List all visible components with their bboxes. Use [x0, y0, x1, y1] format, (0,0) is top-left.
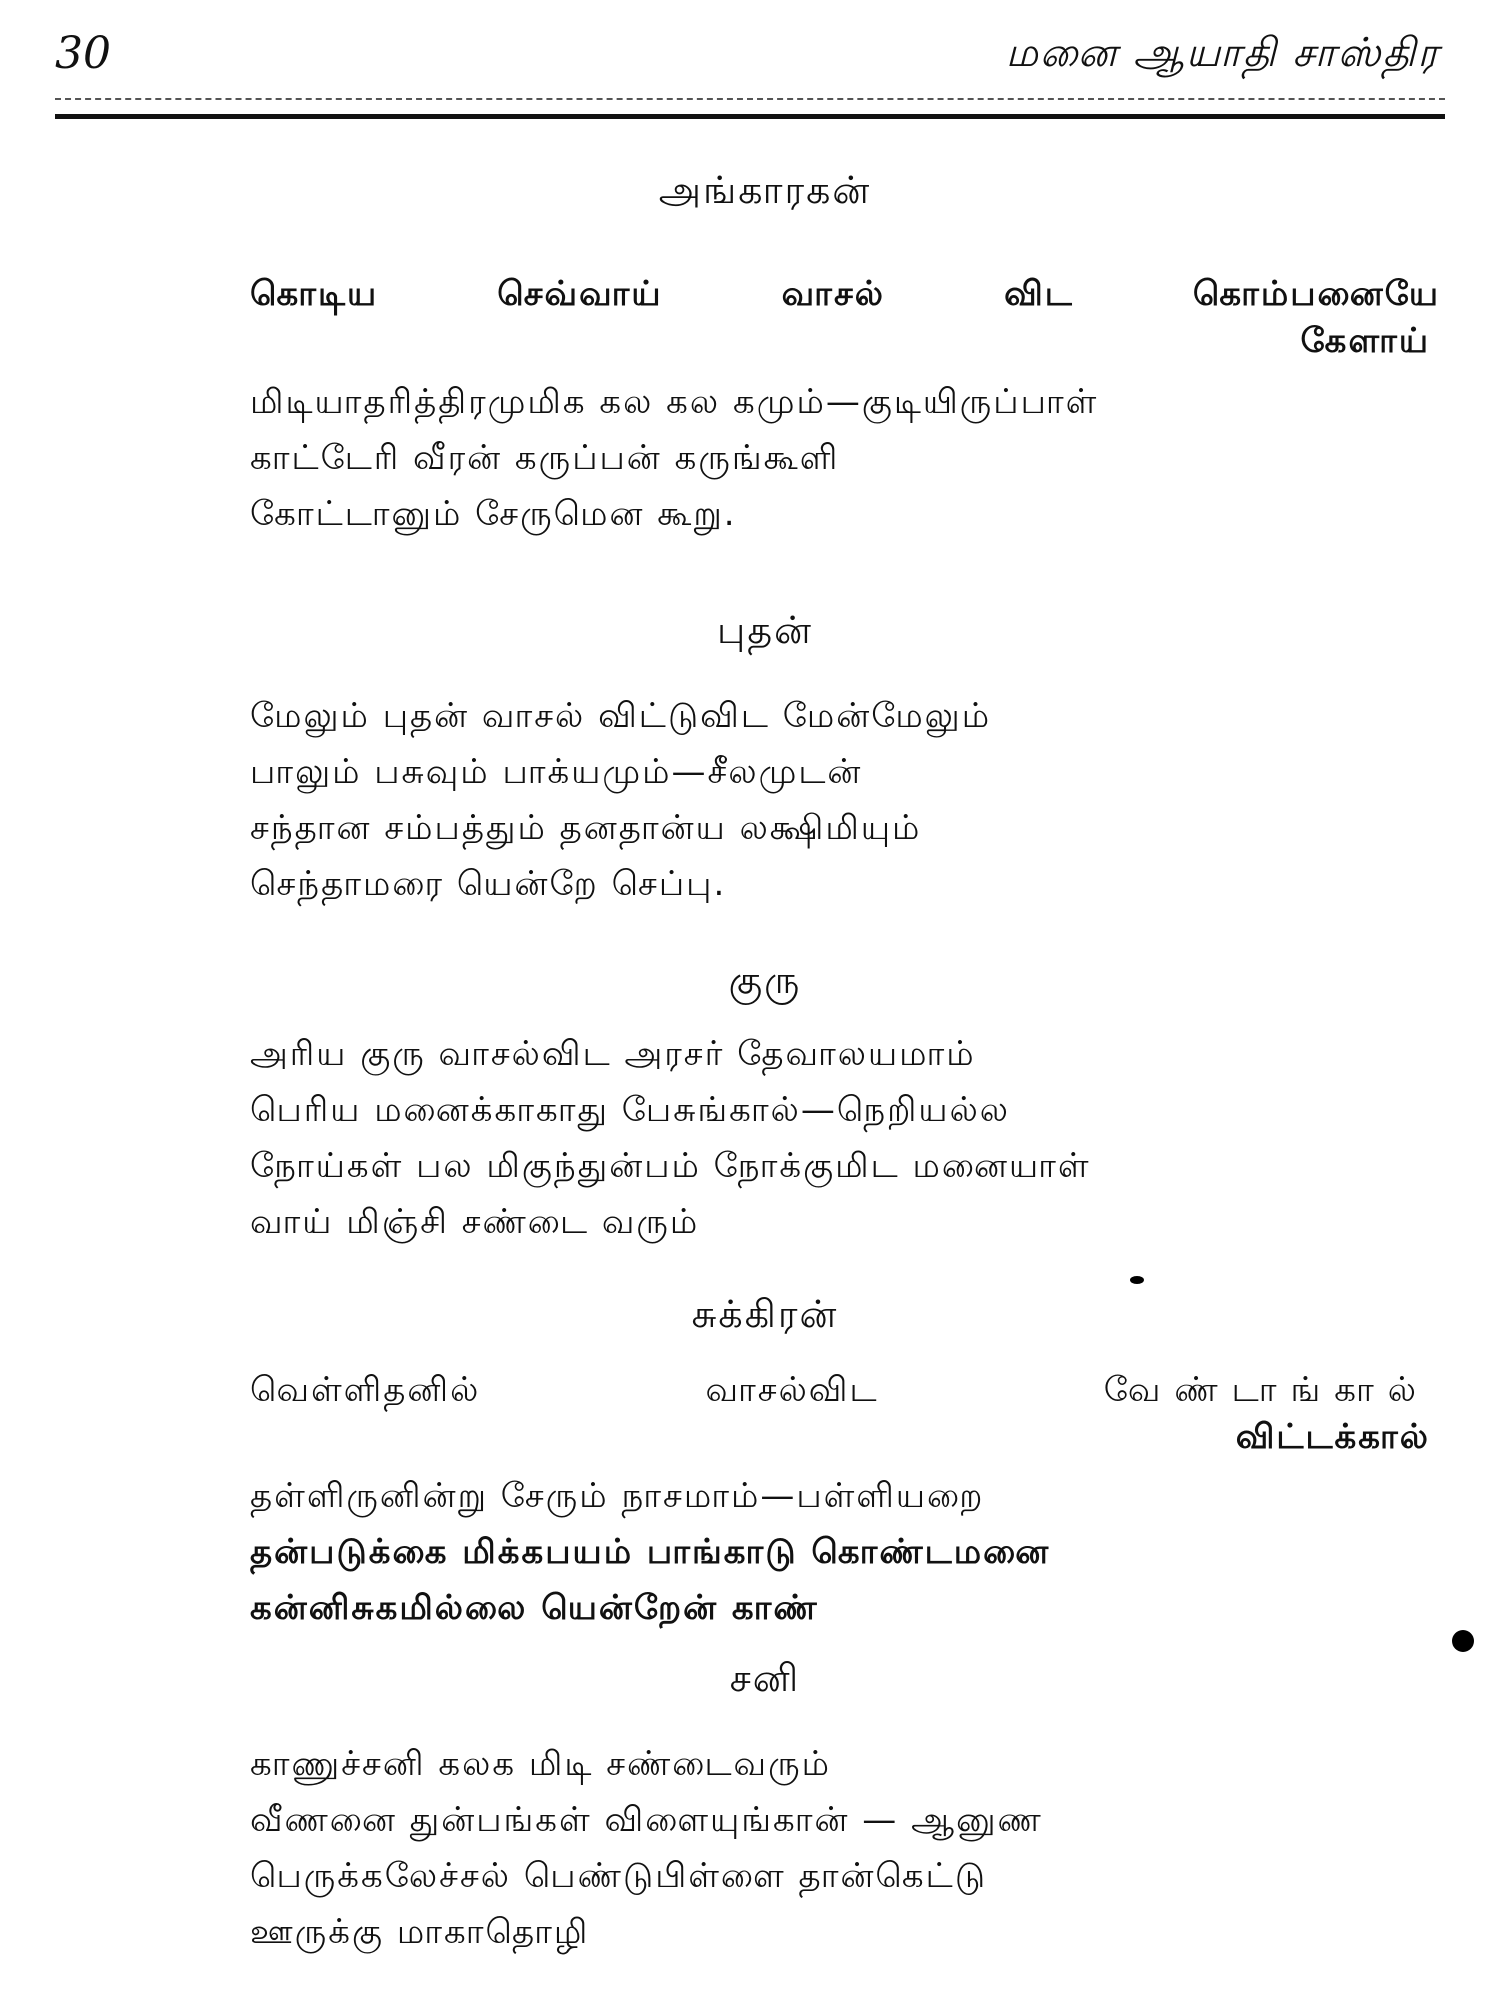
- verse: [250, 1362, 1440, 1636]
- section-sani: [0, 1656, 1500, 1960]
- verse-first-line: [250, 266, 1440, 322]
- verse-word: வாசல்விட: [705, 1370, 879, 1410]
- verse-line-continuation: கேளாய்: [1300, 321, 1430, 361]
- verse-first-line: [250, 1362, 1440, 1418]
- verse-line: மேலும் புதன் வாசல் விட்டுவிட மேன்மேலும்: [250, 696, 992, 736]
- verse: [250, 1026, 1440, 1250]
- verse-line: நோய்கள் பல மிகுந்துன்பம் நோக்குமிட மனையாள்: [250, 1146, 1091, 1186]
- verse: [250, 1736, 1440, 1960]
- running-title: மனை ஆயாதி சாஸ்திர: [1005, 30, 1440, 76]
- verse-line: வாய் மிஞ்சி சண்டை வரும்: [250, 1202, 700, 1242]
- section-budhan: [0, 608, 1500, 912]
- verse-line: தன்படுக்கை மிக்கபயம் பாங்காடு கொண்டமனை: [250, 1532, 1051, 1572]
- verse-line: வீணனை துன்பங்கள் விளையுங்கான் — ஆனுண: [250, 1800, 1043, 1840]
- verse-word: வாசல்: [781, 274, 885, 314]
- verse-line: கோட்டானும் சேருமென கூறு.: [250, 494, 737, 534]
- section-title: சனி: [729, 1656, 801, 1700]
- verse-line: பெரிய மனைக்காகாது பேசுங்கால்—நெறியல்ல: [250, 1090, 1011, 1130]
- section-title: சுக்கிரன்: [691, 1292, 839, 1336]
- section-sukkiran: [0, 1292, 1500, 1636]
- verse-word: கொடிய: [250, 274, 379, 314]
- verse-line: சந்தான சம்பத்தும் தனதான்ய லக்ஷிமியும்: [250, 808, 922, 848]
- header-rule-thin: [55, 98, 1445, 100]
- verse-word: செவ்வாய்: [497, 274, 663, 314]
- verse-line: மிடியாதரித்திரமுமிக கல கல கமும்—குடியிருப்பாள்: [250, 382, 1099, 422]
- section-title: அங்காரகன்: [658, 168, 872, 212]
- verse-line: அரிய குரு வாசல்விட அரசர் தேவாலயமாம்: [250, 1034, 976, 1074]
- verse-word: வேண்டாங்கால்: [1103, 1370, 1430, 1410]
- section-angarakan: [0, 168, 1500, 542]
- verse-line: தள்ளிருனின்று சேரும் நாசமாம்—பள்ளியறை: [250, 1476, 985, 1516]
- verse-line: செந்தாமரை யென்றே செப்பு.: [250, 864, 727, 904]
- verse-line: காட்டேரி வீரன் கருப்பன் கருங்கூளி: [250, 438, 840, 478]
- verse-word: கொம்பனையே: [1192, 274, 1440, 314]
- ink-speck: [1130, 1276, 1144, 1284]
- verse-word: விட: [1004, 274, 1074, 314]
- section-guru: [0, 958, 1500, 1250]
- verse-line-continuation: விட்டக்கால்: [1235, 1417, 1430, 1457]
- page-number: 30: [55, 28, 111, 79]
- ink-dot: [1452, 1630, 1474, 1652]
- verse-line: காணுச்சனி கலக மிடி சண்டைவரும்: [250, 1744, 831, 1784]
- verse: [250, 688, 1440, 912]
- header-rule-thick: [55, 114, 1445, 119]
- verse-line: பாலும் பசுவும் பாக்யமும்—சீலமுடன்: [250, 752, 863, 792]
- section-title: குரு: [728, 958, 802, 1002]
- section-title: புதன்: [717, 608, 813, 652]
- verse-line: பெருக்கலேச்சல் பெண்டுபிள்ளை தான்கெட்டு: [250, 1856, 988, 1896]
- verse: [250, 266, 1440, 542]
- verse-line: ஊருக்கு மாகாதொழி: [250, 1912, 590, 1952]
- verse-line: கன்னிசுகமில்லை யென்றேன் காண்: [250, 1588, 819, 1628]
- verse-word: வெள்ளிதனில்: [250, 1370, 481, 1410]
